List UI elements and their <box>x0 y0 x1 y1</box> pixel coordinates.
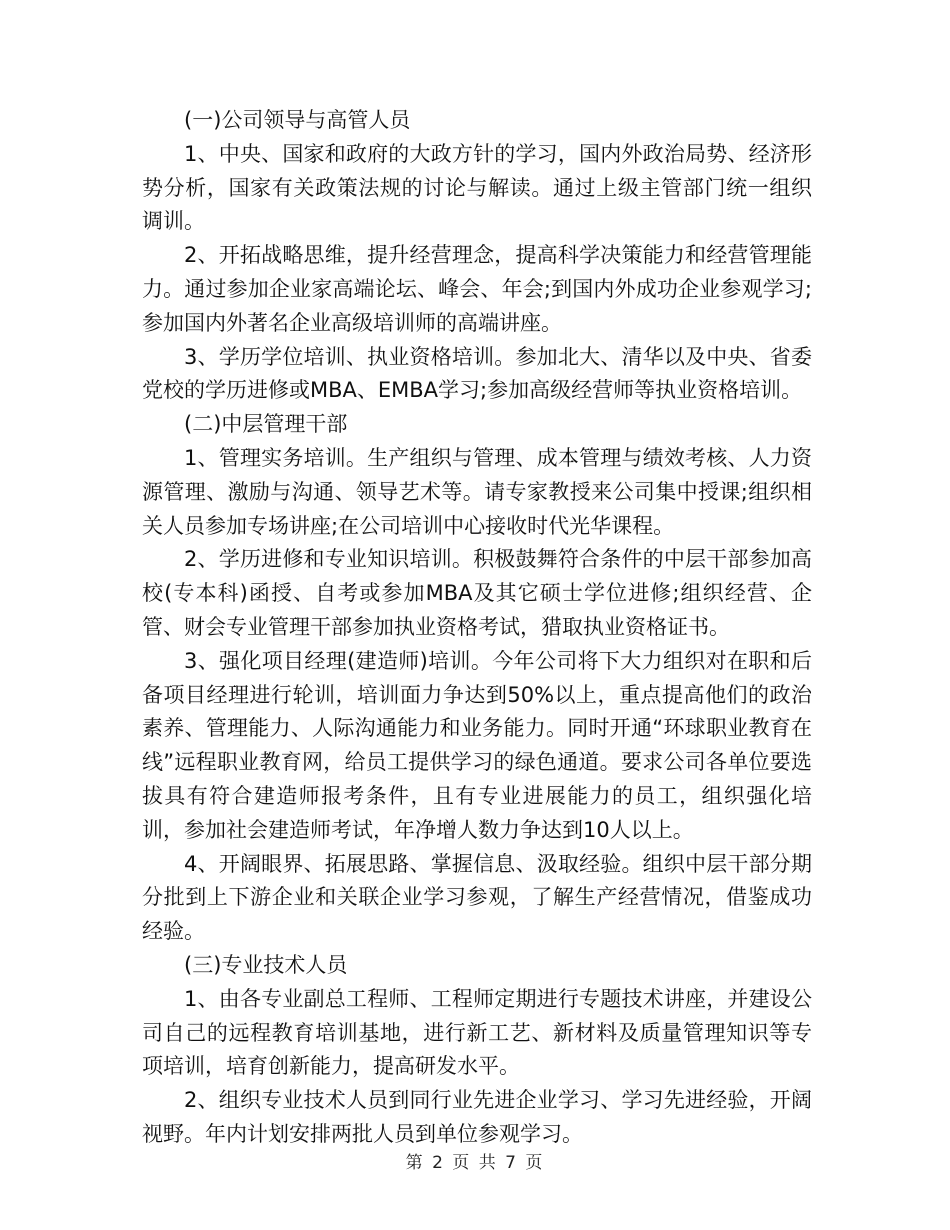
paragraph: 2、学历进修和专业知识培训。积极鼓舞符合条件的中层干部参加高校(专本科)函授、自考或参加MBA及其它硕士学位进修;组织经营、企管、财会专业管理干部参加执业资格考试，猎取执业资格证书。 <box>142 547 812 639</box>
section-heading: (二)中层管理干部 <box>184 412 348 437</box>
document-body <box>142 104 812 1152</box>
paragraph: 3、学历学位培训、执业资格培训。参加北大、清华以及中央、省委党校的学历进修或MBA、EMBA学习;参加高级经营师等执业资格培训。 <box>142 344 812 403</box>
paragraph: 4、开阔眼界、拓展思路、掌握信息、汲取经验。组织中层干部分期分批到上下游企业和关联企业学习参观，了解生产经营情况，借鉴成功经验。 <box>142 851 812 944</box>
page-number: 第 2 页 共 7 页 <box>405 1153 545 1173</box>
paragraph: 2、组织专业技术人员到同行业先进企业学习、学习先进经验，开阔视野。年内计划安排两批人员到单位参观学习。 <box>142 1088 812 1146</box>
paragraph: 1、中央、国家和政府的大政方针的学习，国内外政治局势、经济形势分析，国家有关政策法规的讨论与解读。通过上级主管部门统一组织调训。 <box>142 141 812 234</box>
section-heading: (一)公司领导与高管人员 <box>184 108 411 132</box>
paragraph: 1、管理实务培训。生产组织与管理、成本管理与绩效考核、人力资源管理、激励与沟通、领导艺术等。请专家教授来公司集中授课;组织相关人员参加专场讲座;在公司培训中心接收时代光华课程。 <box>142 445 812 538</box>
paragraph: 1、由各专业副总工程师、工程师定期进行专题技术讲座，并建设公司自己的远程教育培训基地，进行新工艺、新材料及质量管理知识等专项培训，培育创新能力，提高研发水平。 <box>142 986 812 1079</box>
paragraph: 2、开拓战略思维，提升经营理念，提高科学决策能力和经营管理能力。通过参加企业家高端论坛、峰会、年会;到国内外成功企业参观学习;参加国内外著名企业高级培训师的高端讲座。 <box>142 243 812 335</box>
section-heading: (三)专业技术人员 <box>184 952 348 977</box>
paragraph: 3、强化项目经理(建造师)培训。今年公司将下大力组织对在职和后备项目经理进行轮训，培训面力争达到50%以上，重点提高他们的政治素养、管理能力、人际沟通能力和业务能力。同时开通“环球职业教育在线”远程职业教育网，给员工提供学习的绿色通道。要求公司各单位要选拔具有符合建造师报考条件，且有专业进展能力的员工，组织强化培训，参加社会建造师考试，年净增人数力争达到10人以上。 <box>142 648 812 842</box>
